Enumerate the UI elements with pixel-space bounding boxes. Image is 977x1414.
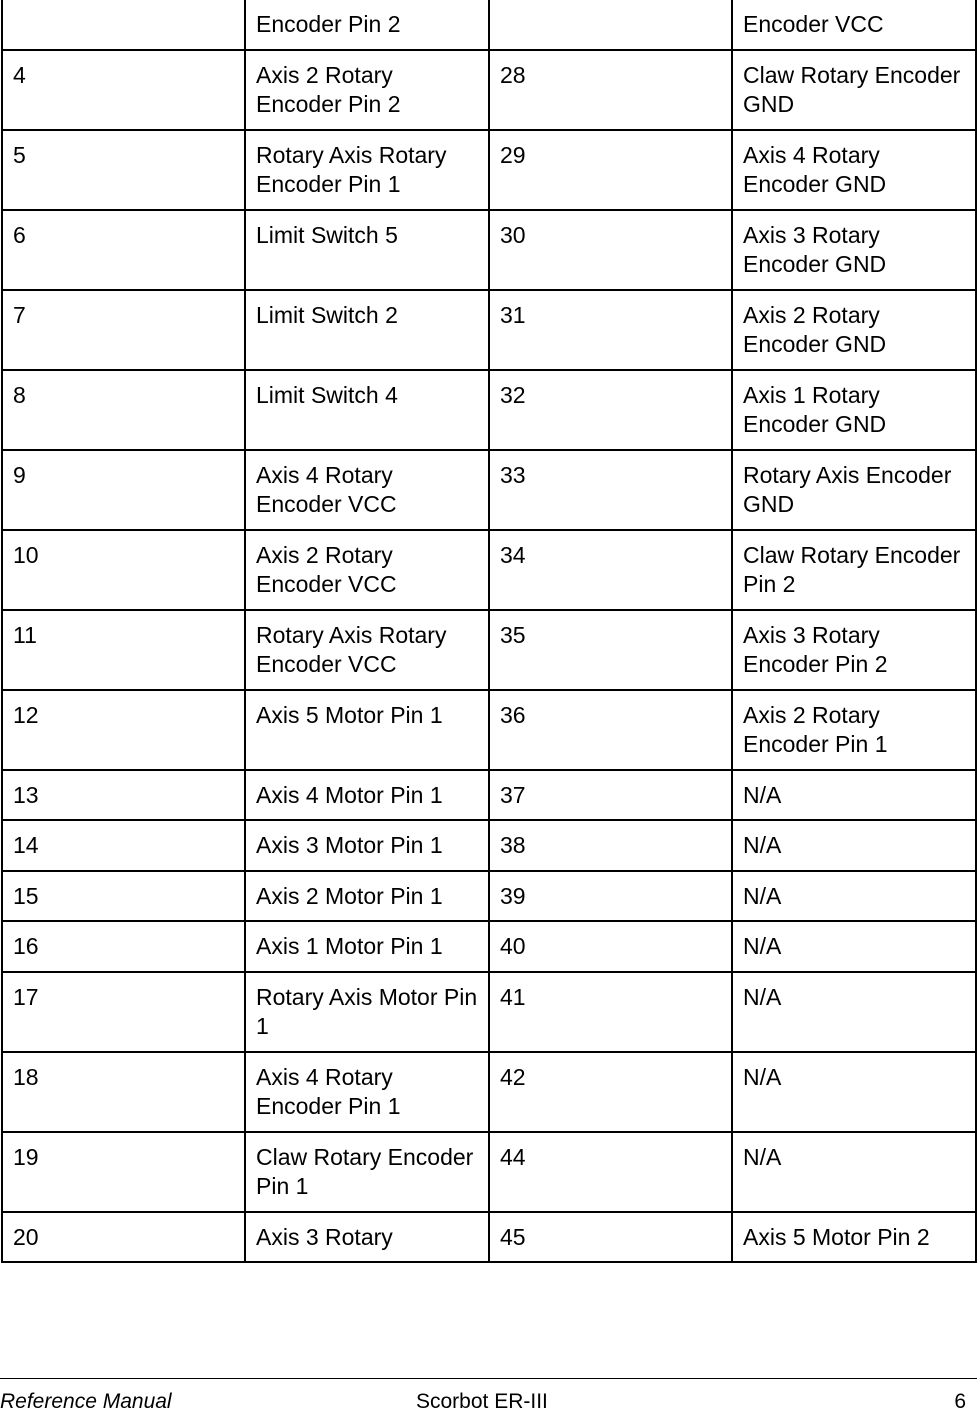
pin-function-cell: Claw Rotary Encoder Pin 1 (245, 1132, 489, 1212)
table-row (2, 921, 976, 972)
pin-number-cell: 34 (489, 530, 732, 610)
pin-number-cell: 28 (489, 50, 732, 130)
pin-function-cell: N/A (732, 921, 976, 972)
pin-number-cell: 37 (489, 770, 732, 821)
pinout-table (1, 0, 977, 1263)
pin-function-cell: N/A (732, 1132, 976, 1212)
pin-function-cell: Axis 3 Rotary Encoder Pin 2 (732, 610, 976, 690)
pin-function-cell: Axis 2 Rotary Encoder VCC (245, 530, 489, 610)
pin-function-cell: Axis 2 Rotary Encoder GND (732, 290, 976, 370)
pin-function-cell: N/A (732, 871, 976, 922)
pin-function-cell: Limit Switch 4 (245, 370, 489, 450)
pin-function-cell: Encoder VCC (732, 0, 976, 50)
pin-function-cell: Limit Switch 2 (245, 290, 489, 370)
pin-function-cell: N/A (732, 972, 976, 1052)
pin-function-cell: Axis 4 Motor Pin 1 (245, 770, 489, 821)
pin-number-cell: 17 (2, 972, 245, 1052)
pin-number-cell: 29 (489, 130, 732, 210)
pin-number-cell: 41 (489, 972, 732, 1052)
table-row (2, 1132, 976, 1212)
pin-number-cell: 6 (2, 210, 245, 290)
pin-function-cell: Axis 2 Rotary Encoder Pin 2 (245, 50, 489, 130)
pin-function-cell: Axis 1 Motor Pin 1 (245, 921, 489, 972)
pin-function-cell: Limit Switch 5 (245, 210, 489, 290)
pin-function-cell: Axis 2 Motor Pin 1 (245, 871, 489, 922)
pin-number-cell: 5 (2, 130, 245, 210)
pin-function-cell: Axis 3 Rotary (245, 1212, 489, 1263)
pin-number-cell: 9 (2, 450, 245, 530)
pin-function-cell: Rotary Axis Rotary Encoder VCC (245, 610, 489, 690)
pin-function-cell: Rotary Axis Rotary Encoder Pin 1 (245, 130, 489, 210)
table-row (2, 450, 976, 530)
pin-number-cell: 36 (489, 690, 732, 770)
pin-number-cell: 32 (489, 370, 732, 450)
pin-number-cell: 15 (2, 871, 245, 922)
table-row (2, 972, 976, 1052)
pin-number-cell: 4 (2, 50, 245, 130)
pin-function-cell: N/A (732, 770, 976, 821)
pin-number-cell: 31 (489, 290, 732, 370)
footer-page-number: 6 (954, 1390, 966, 1413)
pin-number-cell: 14 (2, 820, 245, 871)
table-row (2, 530, 976, 610)
table-row (2, 210, 976, 290)
pin-function-cell: Rotary Axis Motor Pin 1 (245, 972, 489, 1052)
pin-function-cell: Axis 5 Motor Pin 1 (245, 690, 489, 770)
pinout-table-body (2, 0, 976, 1262)
pin-function-cell: Axis 2 Rotary Encoder Pin 1 (732, 690, 976, 770)
pin-function-cell: Axis 4 Rotary Encoder Pin 1 (245, 1052, 489, 1132)
table-row (2, 871, 976, 922)
pin-function-cell: Axis 3 Motor Pin 1 (245, 820, 489, 871)
footer-document-title: Reference Manual (0, 1390, 172, 1413)
pin-number-cell: 10 (2, 530, 245, 610)
pin-number-cell: 38 (489, 820, 732, 871)
pin-number-cell: 8 (2, 370, 245, 450)
pin-function-cell: N/A (732, 820, 976, 871)
pin-number-cell: 42 (489, 1052, 732, 1132)
pin-number-cell: 35 (489, 610, 732, 690)
pin-number-cell: 11 (2, 610, 245, 690)
pin-function-cell: Axis 1 Rotary Encoder GND (732, 370, 976, 450)
pin-number-cell: 45 (489, 1212, 732, 1263)
pin-function-cell: Axis 5 Motor Pin 2 (732, 1212, 976, 1263)
pin-number-cell: 39 (489, 871, 732, 922)
pin-function-cell: N/A (732, 1052, 976, 1132)
pin-function-cell: Claw Rotary Encoder GND (732, 50, 976, 130)
pin-number-cell: 13 (2, 770, 245, 821)
table-row (2, 1052, 976, 1132)
table-row (2, 820, 976, 871)
pin-number-cell: 18 (2, 1052, 245, 1132)
pin-number-cell: 44 (489, 1132, 732, 1212)
table-row (2, 290, 976, 370)
table-row (2, 610, 976, 690)
pin-function-cell: Axis 4 Rotary Encoder VCC (245, 450, 489, 530)
pin-number-cell: 7 (2, 290, 245, 370)
pin-function-cell: Encoder Pin 2 (245, 0, 489, 50)
table-row (2, 1212, 976, 1263)
table-row (2, 0, 976, 50)
table-row (2, 130, 976, 210)
pin-number-cell: 16 (2, 921, 245, 972)
pin-function-cell: Claw Rotary Encoder Pin 2 (732, 530, 976, 610)
page-footer (0, 1378, 977, 1414)
footer-product-name: Scorbot ER-III (416, 1390, 548, 1413)
pin-function-cell: Rotary Axis Encoder GND (732, 450, 976, 530)
pin-number-cell: 30 (489, 210, 732, 290)
pin-number-cell (2, 0, 245, 50)
table-row (2, 690, 976, 770)
pin-number-cell: 40 (489, 921, 732, 972)
pin-function-cell: Axis 4 Rotary Encoder GND (732, 130, 976, 210)
pin-number-cell: 33 (489, 450, 732, 530)
pin-number-cell: 12 (2, 690, 245, 770)
pin-number-cell (489, 0, 732, 50)
pin-number-cell: 20 (2, 1212, 245, 1263)
table-row (2, 770, 976, 821)
table-row (2, 370, 976, 450)
pin-function-cell: Axis 3 Rotary Encoder GND (732, 210, 976, 290)
pin-number-cell: 19 (2, 1132, 245, 1212)
table-row (2, 50, 976, 130)
